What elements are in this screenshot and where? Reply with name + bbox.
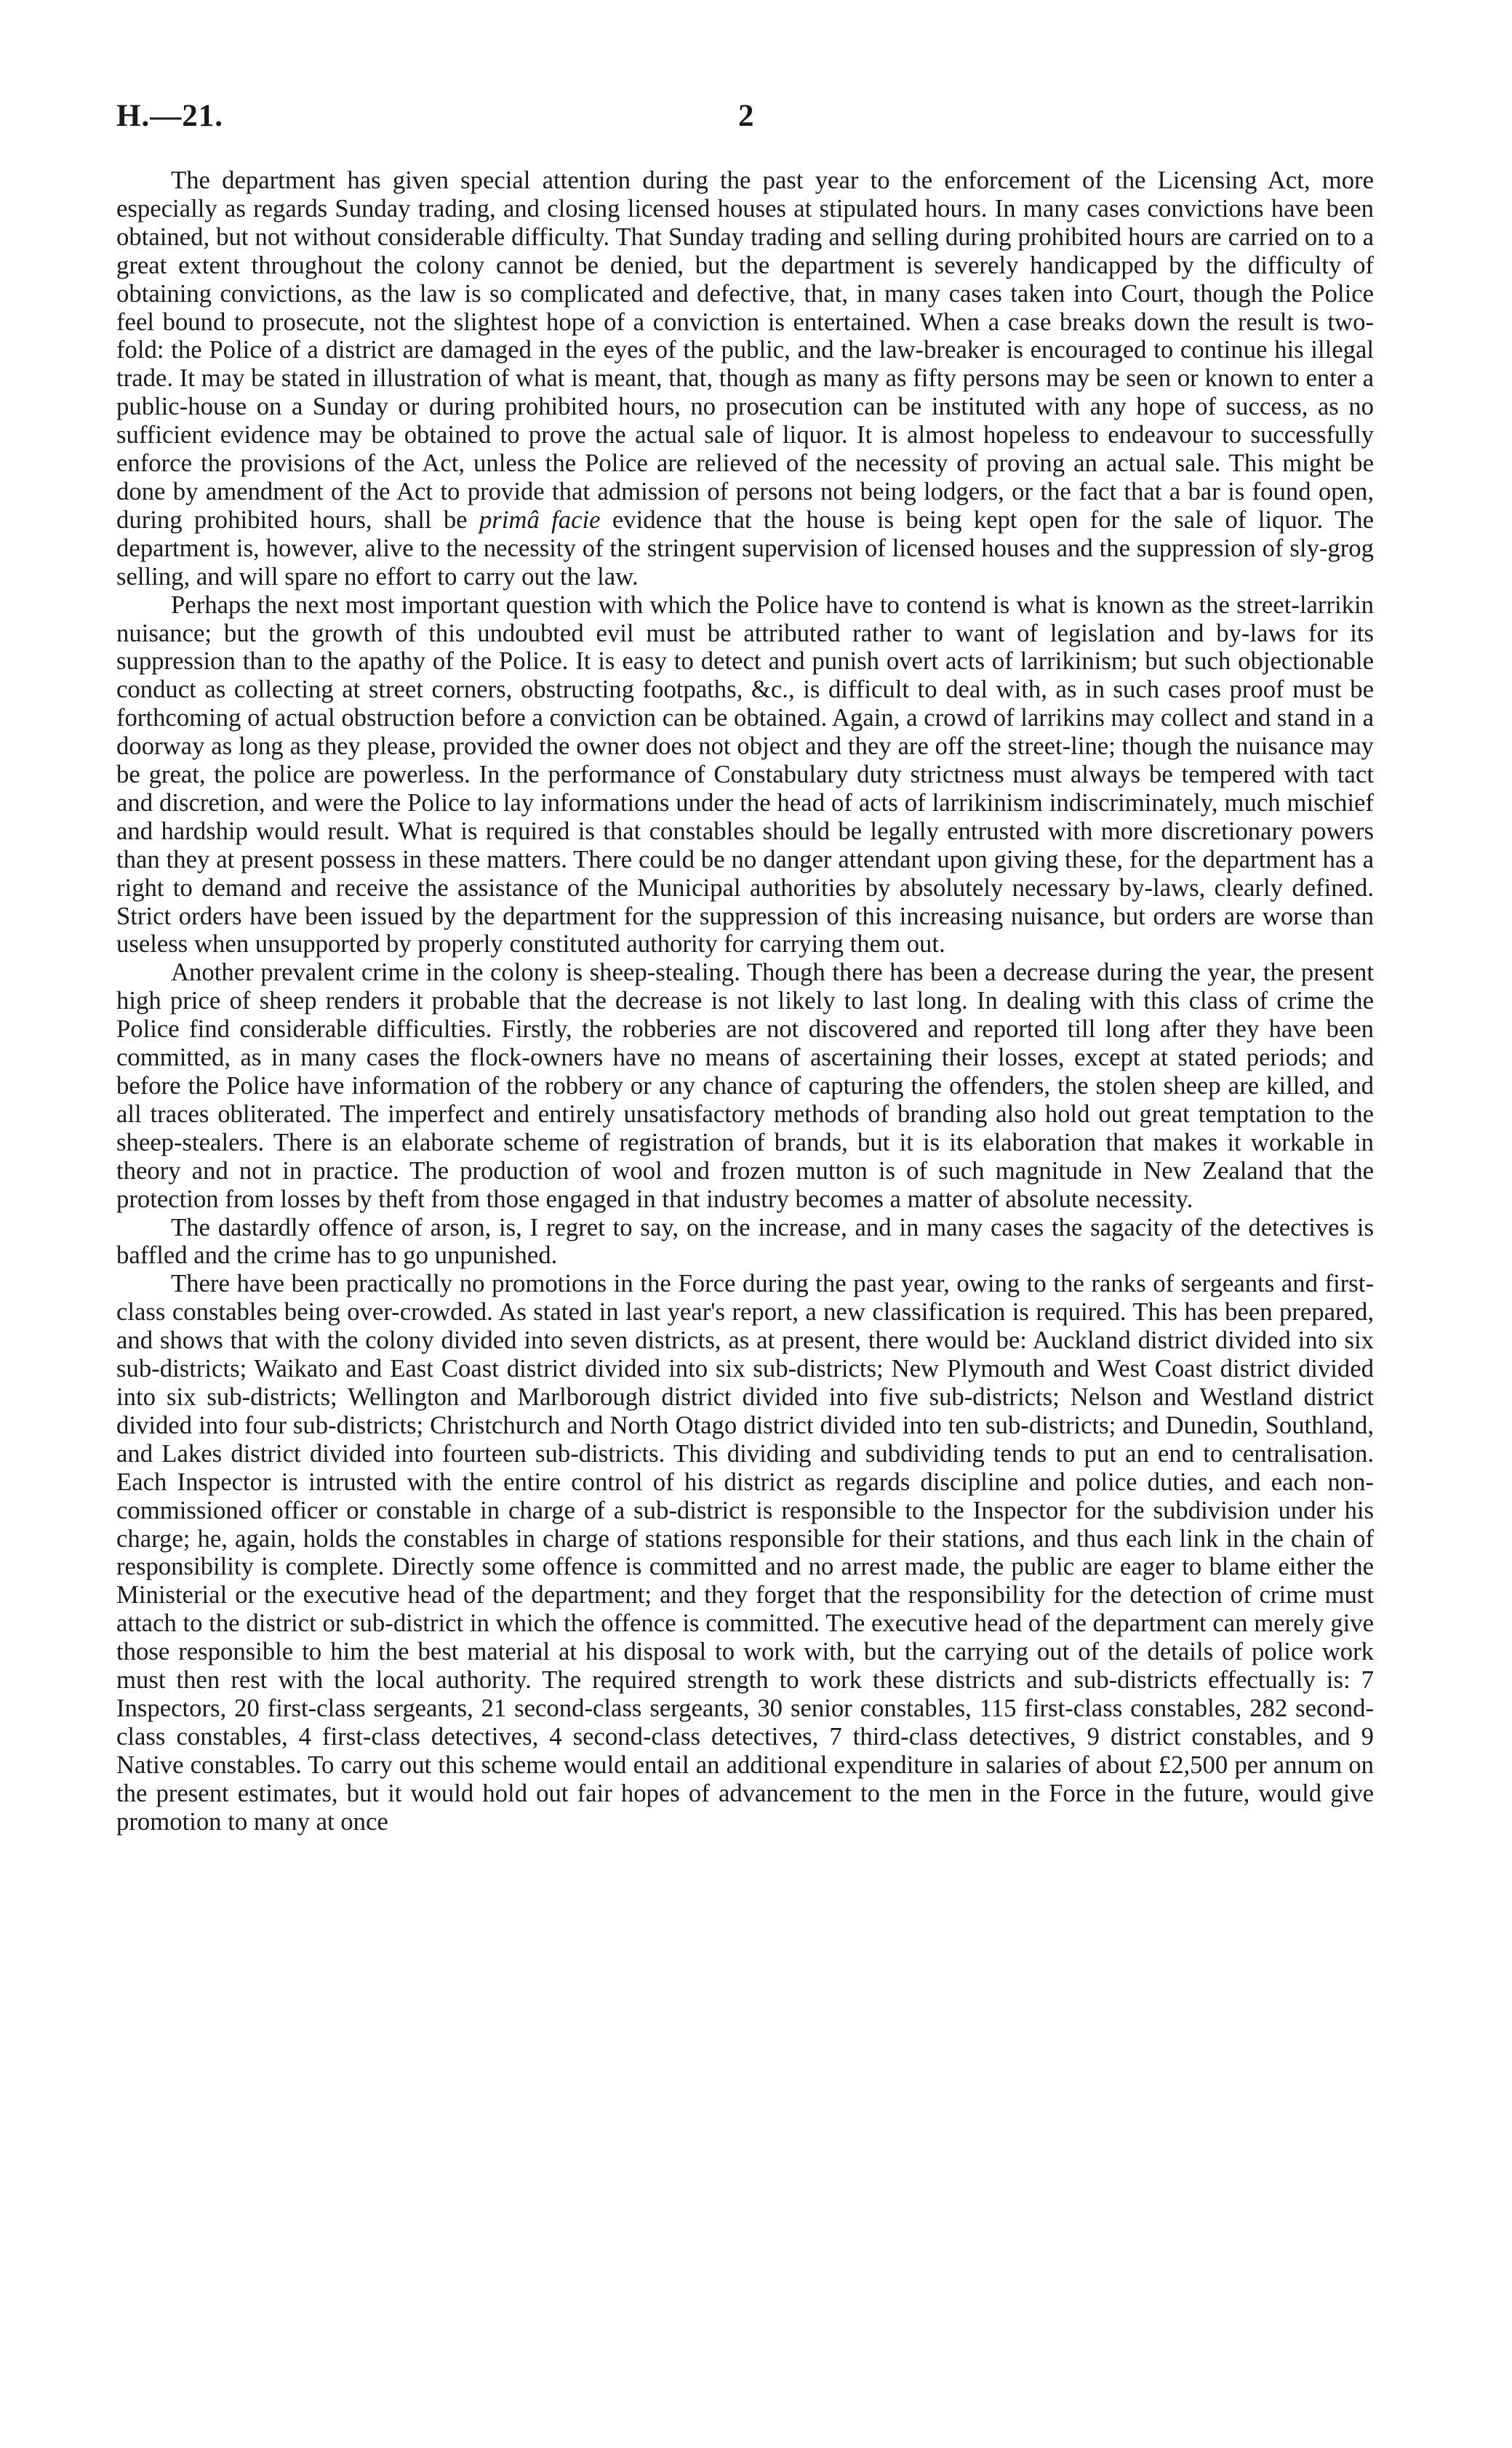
paragraph-licensing bbox=[116, 167, 1374, 591]
page-number: 2 bbox=[738, 99, 754, 133]
italic-phrase: primâ facie bbox=[479, 505, 601, 534]
paragraph-arson: The dastardly offence of arson, is, I regret to say, on the increase, and in many cases the sagacity of the detectives is baffled and the crime has to go unpunished. bbox=[116, 1212, 1374, 1270]
paragraph-promotions: There have been practically no promotions in the Force during the past year, owing to the ranks of sergeants and first-class constables being over-crowded. As stated in last year's report, a new classification is required. This has been prepared, and shows that with the colony divided into seven districts, as at present, there would be: Auckland district divided into six sub-districts; Waikato and East Coast district divided into six sub-districts; New Plymouth and West Coast district divided into six sub-districts; Wellington and Marlborough district divided into five sub-districts; Nelson and Westland district divided into four sub-districts; Christchurch and North Otago district divided into ten sub-districts; and Dunedin, Southland, and Lakes district divided into fourteen sub-districts. This dividing and subdividing tends to put an end to centralisation. Each Inspector is intrusted with the entire control of his district as regards discipline and police duties, and each non-commissioned officer or constable in charge of a sub-district is responsible to the Inspector for the subdivision under his charge; he, again, holds the constables in charge of stations responsible for their stations, and thus each link in the chain of responsibility is complete. Directly some offence is committed and no arrest made, the public are eager to blame either the Ministerial or the executive head of the department; and they forget that the responsibility for the detection of crime must attach to the district or sub-district in which the offence is committed. The executive head of the department can merely give those responsible to him the best material at his disposal to work with, but the carrying out of the details of police work must then rest with the local authority. The required strength to work these districts and sub-districts effectually is: 7 Inspectors, 20 first-class sergeants, 21 second-class sergeants, 30 senior constables, 115 first-class constables, 282 second-class constables, 4 first-class detectives, 4 second-class detectives, 7 third-class detectives, 9 district constables, and 9 Native constables. To carry out this scheme would entail an additional expenditure in salaries of about £2,500 per annum on the present estimates, but it would hold out fair hopes of advancement to the men in the Force in the future, would give promotion to many at once bbox=[116, 1269, 1374, 1836]
paragraph-text: The department has given special attention during the past year to the enforcement of the Licensing Act, more especially as regards Sunday trading, and closing licensed houses at stipulated hours. In many cases convictions have been obtained, but not without considerable difficulty. That Sunday trading and selling during prohibited hours are carried on to a great extent throughout the colony cannot be denied, but the department is severely handicapped by the difficulty of obtaining convictions, as the law is so complicated and defective, that, in many cases taken into Court, though the Police feel bound to prosecute, not the slightest hope of a conviction is entertained. When a case breaks down the result is two-fold: the Police of a district are damaged in the eyes of the public, and the law-breaker is encouraged to continue his illegal trade. It may be stated in illustration of what is meant, that, though as many as fifty persons may be seen or known to enter a public-house on a Sunday or during prohibited hours, no prosecution can be instituted with any hope of success, as no sufficient evidence may be obtained to prove the actual sale of liquor. It is almost hopeless to endeavour to successfully enforce the provisions of the Act, unless the Police are relieved of the necessity of proving an actual sale. This might be done by amendment of the Act to provide that admission of persons not being lodgers, or the fact that a bar is found open, during prohibited hours, shall be bbox=[116, 166, 1374, 534]
body-text bbox=[116, 167, 1374, 1836]
page-header bbox=[116, 91, 1374, 135]
paragraph-text: evidence that the house is being kept open for the sale of liquor. The department is, however, alive to the necessity of the stringent supervision of licensed houses and the suppression of sly-grog selling, and will spare no effort to carry out the law. bbox=[116, 505, 1374, 591]
paragraph-larrikin: Perhaps the next most important question with which the Police have to contend is what is known as the street-larrikin nuisance; but the growth of this undoubted evil must be attributed rather to want of legislation and by-laws for its suppression than to the apathy of the Police. It is easy to detect and punish overt acts of larrikinism; but such objectionable conduct as collecting at street corners, obstructing footpaths, &c., is difficult to deal with, as in such cases proof must be forthcoming of actual obstruction before a conviction can be obtained. Again, a crowd of larrikins may collect and stand in a doorway as long as they please, provided the owner does not object and they are off the street-line; though the nuisance may be great, the police are powerless. In the performance of Constabulary duty strictness must always be tempered with tact and discretion, and were the Police to lay informations under the head of acts of larrikinism indiscriminately, much mischief and hardship would result. What is required is that constables should be legally entrusted with more discretionary powers than they at present possess in these matters. There could be no danger attendant upon giving these, for the department has a right to demand and receive the assistance of the Municipal authorities by absolutely necessary by-laws, clearly defined. Strict orders have been issued by the department for the suppression of this increasing nuisance, but orders are worse than useless when unsupported by properly constituted authority for carrying them out. bbox=[116, 590, 1374, 959]
document-reference: H.—21. bbox=[116, 99, 223, 133]
paragraph-sheep-stealing: Another prevalent crime in the colony is sheep-stealing. Though there has been a decrease during the year, the present high price of sheep renders it probable that the decrease is not likely to last long. In dealing with this class of crime the Police find considerable difficulties. Firstly, the robberies are not discovered and reported till long after they have been committed, as in many cases the flock-owners have no means of ascertaining their losses, except at stated periods; and before the Police have information of the robbery or any chance of capturing the offenders, the stolen sheep are killed, and all traces obliterated. The imperfect and entirely unsatisfactory methods of branding also hold out great temptation to the sheep-stealers. There is an elaborate scheme of registration of brands, but it is its elaboration that makes it workable in theory and not in practice. The production of wool and frozen mutton is of such magnitude in New Zealand that the protection from losses by theft from those engaged in that industry becomes a matter of absolute necessity. bbox=[116, 958, 1374, 1213]
